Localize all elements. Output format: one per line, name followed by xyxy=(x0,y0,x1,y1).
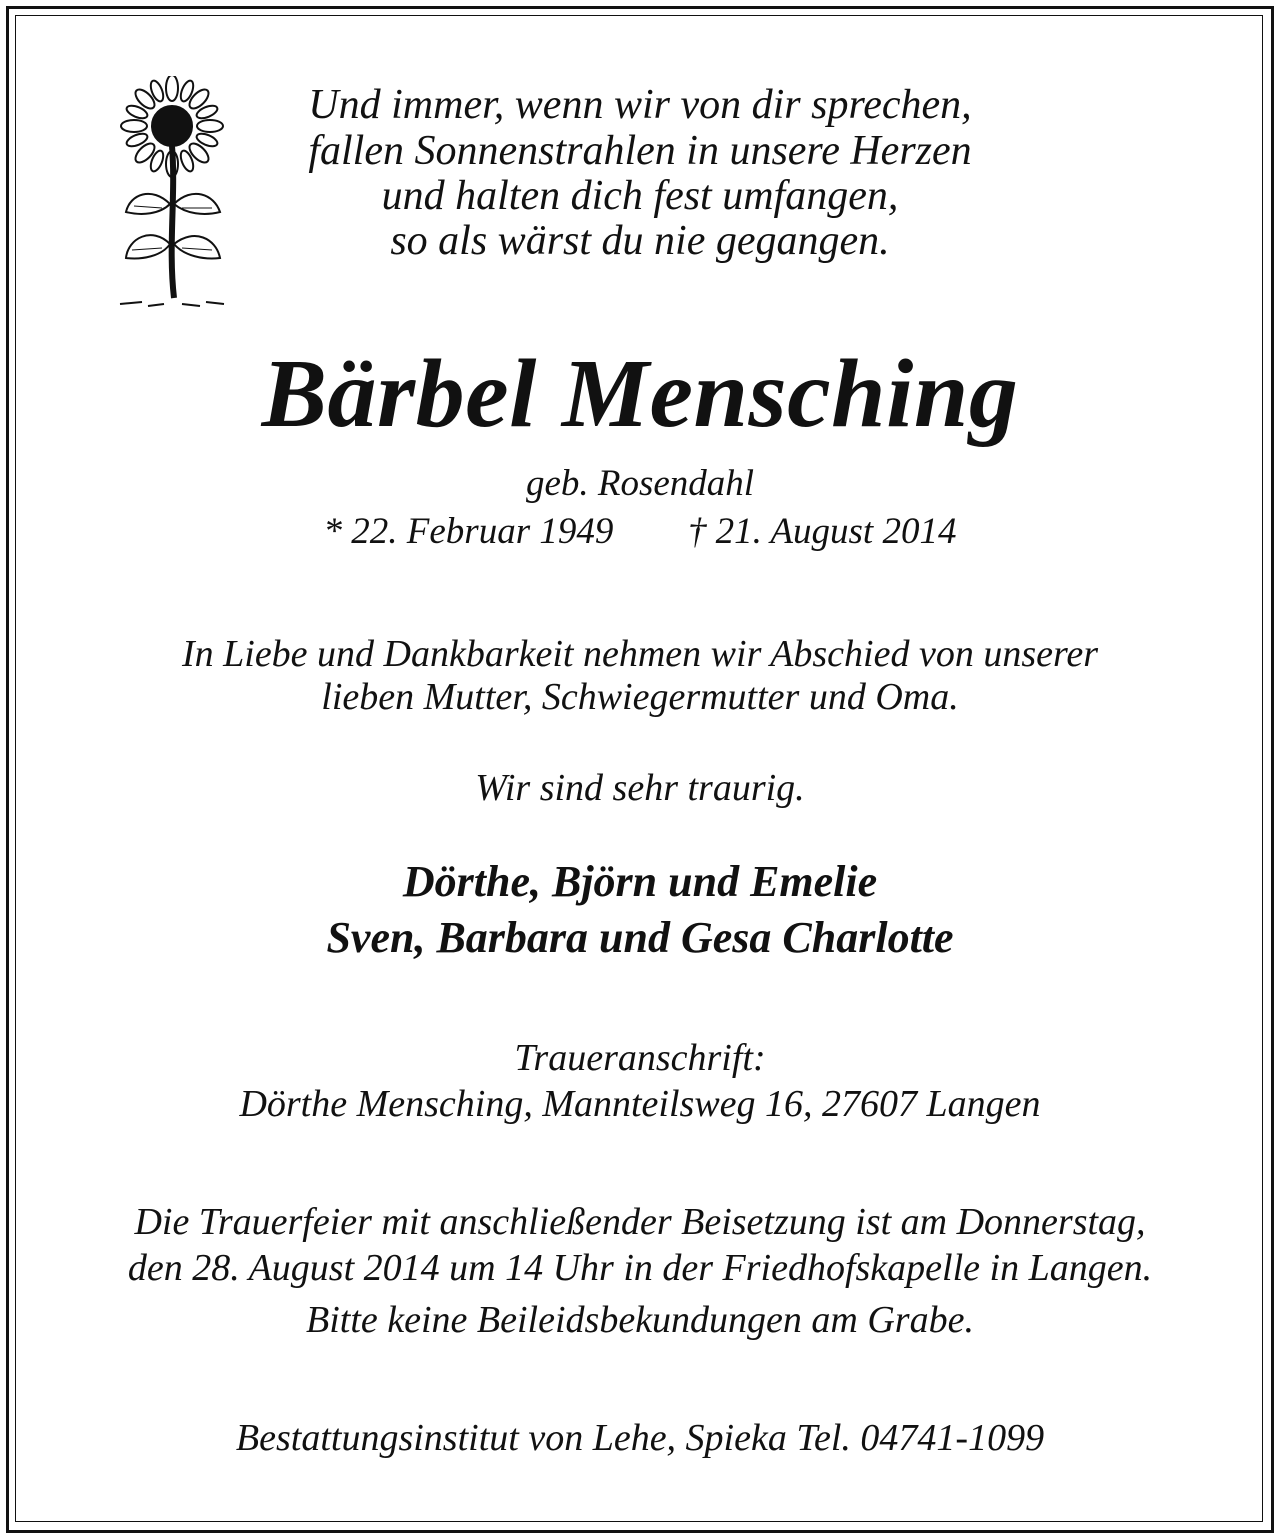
poem-line-4: so als wärst du nie gegangen. xyxy=(390,218,890,264)
address xyxy=(0,1082,1280,1126)
deceased-name: Bärbel Mensching xyxy=(261,340,1019,448)
family-line-2: Sven, Barbara und Gesa Charlotte xyxy=(326,913,954,962)
birth-date: * 22. Februar 1949 xyxy=(323,511,614,552)
sad-line: Wir sind sehr traurig. xyxy=(475,767,805,809)
family-line-1: Dörthe, Björn und Emelie xyxy=(402,857,878,906)
poem-line-2: fallen Sonnenstrahlen in unsere Herzen xyxy=(308,128,972,174)
ceremony-line-2: den 28. August 2014 um 14 Uhr in der Friedhofskapelle in Langen. xyxy=(127,1247,1153,1289)
message-line-1: In Liebe und Dankbarkeit nehmen wir Abschied von unserer xyxy=(181,633,1099,675)
death-date: † 21. August 2014 xyxy=(687,511,957,552)
message-line-2: lieben Mutter, Schwiegermutter und Oma. xyxy=(321,676,959,718)
life-dates xyxy=(0,510,1280,553)
poem-line-3: und halten dich fest umfangen, xyxy=(381,173,899,219)
maiden-name: geb. Rosendahl xyxy=(525,463,755,504)
address-label: Traueranschrift: xyxy=(514,1037,766,1079)
ceremony-line-1: Die Trauerfeier mit anschließender Beisetzung ist am Donnerstag, xyxy=(134,1201,1146,1243)
address-text: Dörthe Mensching, Mannteilsweg 16, 27607 Langen xyxy=(239,1083,1041,1125)
poem-line-1: Und immer, wenn wir von dir sprechen, xyxy=(308,82,972,128)
undertaker: Bestattungsinstitut von Lehe, Spieka Tel. 04741-1099 xyxy=(235,1417,1045,1459)
ceremony-line-3: Bitte keine Beileidsbekundungen am Grabe. xyxy=(306,1299,974,1341)
